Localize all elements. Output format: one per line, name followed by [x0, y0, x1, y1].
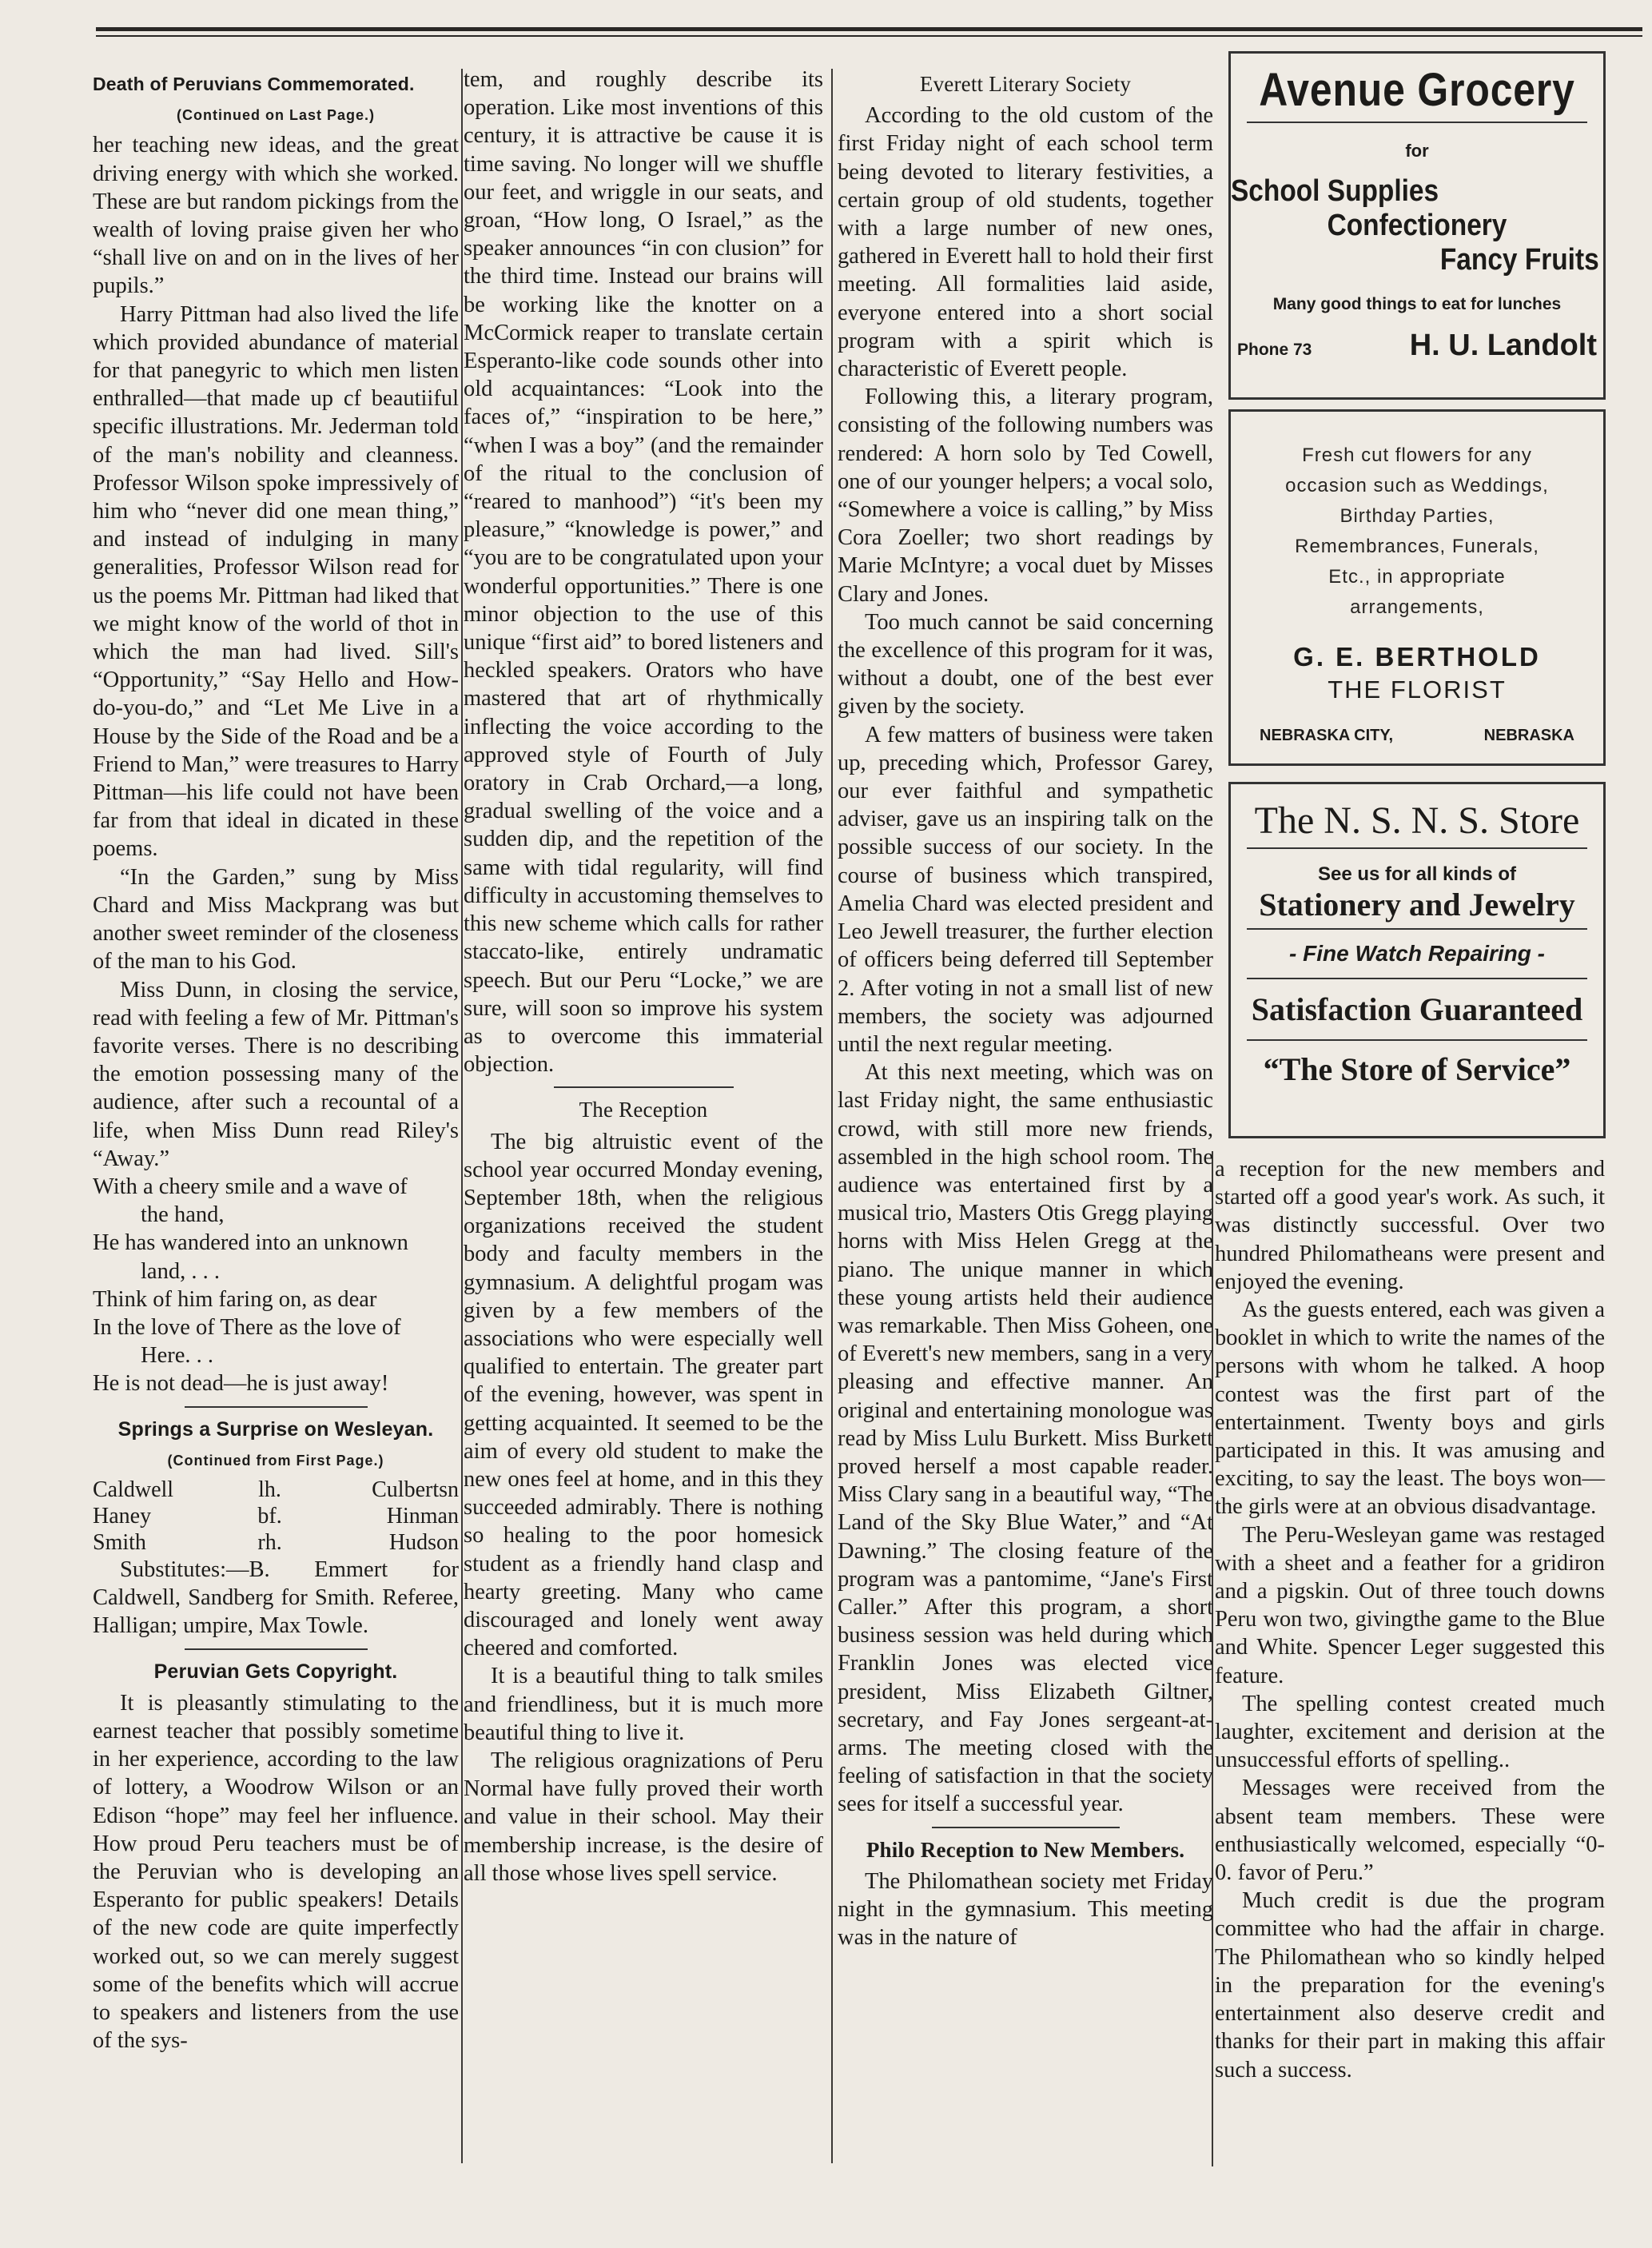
poem-line: Here. . .: [141, 1343, 213, 1369]
table-cell: Caldwell: [93, 1477, 174, 1502]
article-title: Philo Reception to New Members.: [866, 1837, 1185, 1862]
article-paragraph: The spelling contest created much laughter, excitement and derision at the unsuccessful efforts of spelling..: [1215, 1691, 1605, 1773]
ad-line: Stationery and Jewelry: [1259, 887, 1575, 923]
table-cell: Hudson: [388, 1529, 459, 1555]
ad-rule: [1247, 1039, 1587, 1041]
ad-phone: Phone 73: [1237, 341, 1312, 359]
article-paragraph: Messages were received from the absent team members. These were enthusiastically welcomed, especially “0-0. favor of Peru.”: [1215, 1776, 1605, 1886]
ad-florist: [1228, 409, 1606, 766]
article-paragraph: Following this, a literary program, consisting of the following numbers was rendered: A horn solo by Ted Cowell, one of our younger helpers; a vocal solo, “Somewhere a voice is calling,” by Miss Cora Zoeller; two short readings by Marie McIntyre; a vocal duet by Misses Clary and Jones.: [838, 385, 1213, 607]
article-paragraph: Substitutes:—B. Emmert for Caldwell, Sandberg for Smith. Referee, Halligan; umpire, Max Towle.: [93, 1556, 459, 1639]
ad-text: for: [1405, 141, 1429, 161]
continued-note: (Continued from First Page.): [167, 1452, 384, 1469]
ad-city: NEBRASKA CITY,: [1260, 727, 1394, 744]
article-paragraph: It is pleasantly stimulating to the earnest teacher that possibly sometime in her experience, according to the law of lottery, a Woodrow Wilson or an Edison “hope” may feel her influence. How proud Peru teachers must be of the Peruvian who is developing an Esperanto for public speakers! Details of the new code are quite imperfectly worked out, so we can merely suggest some of the benefits which will accrue to speakers and listeners from the use of the sys-: [93, 1690, 459, 2054]
article-title: The Reception: [579, 1098, 708, 1122]
table-row: [93, 1529, 459, 1556]
column-4: [1215, 1155, 1605, 2084]
ad-owner: H. U. Landolt: [1409, 329, 1597, 362]
ad-line: Confectionery: [1327, 209, 1507, 242]
ad-text: See us for all kinds of: [1317, 863, 1517, 885]
column-3: [838, 66, 1213, 1951]
article-paragraph: As the guests entered, each was given a booklet in which to write the names of the persons with whom he talked. A hoop contest was the first part of the entertainment. Twenty boys and girls participated in this. It was amusing and exciting, to say the least. The boys won—the girls were at an obvious disadvantage.: [1215, 1297, 1605, 1520]
article-title: Everett Literary Society: [919, 72, 1132, 96]
article-paragraph: “In the Garden,” sung by Miss Chard and Miss Mackprang was but another sweet reminder of the closeness of the man to his God.: [93, 864, 459, 975]
poem-line: He has wandered into an unknown: [93, 1230, 408, 1256]
article-paragraph: a reception for the new members and started off a good year's work. As such, it was distinctly successful. Over two hundred Philomatheans were present and enjoyed the evening.: [1215, 1157, 1605, 1294]
ad-rule: [1247, 122, 1587, 123]
ad-slogan: “The Store of Service”: [1263, 1051, 1571, 1087]
ad-text: Fresh cut flowers for any occasion such as Weddings, Birthday Parties, Remembrances, Funerals, Etc., in appropriate arrangements,: [1285, 444, 1549, 618]
ad-line: School Supplies: [1231, 174, 1439, 208]
column-divider: [831, 69, 833, 2163]
article-paragraph: A few matters of business were taken up, preceding which, Professor Garey, our ever faithful and sympathetic adviser, gave us an inspiring talk on the possible success of our society. In the course of business which transpired, Amelia Chard was elected president and Leo Jewell treasurer, the further election of officers being deferred till September 2. After voting in not a small list of new members, the society was adjourned until the next regular meeting.: [838, 722, 1213, 1057]
article-paragraph: Too much cannot be said concerning the excellence of this program for it was, without a doubt, one of the best ever given by the society.: [838, 609, 1213, 719]
ad-rule: [1247, 928, 1587, 930]
column-1: [93, 66, 459, 2055]
ad-tagline: Many good things to eat for lunches: [1272, 295, 1562, 313]
poem: [93, 1173, 459, 1398]
article-paragraph: The big altruistic event of the school year occurred Monday evening, September 18th, when the religious organizations received the student body and faculty members in the gymnasium. A delightful progam was given by a few members of the associations who were especially well qualified to entertain. The greater part of the evening, however, was spent in getting acquainted. It seemed to be the aim of every old student to make the new ones feel at home, and in this they succeeded admirably. There is nothing so healing to the poor homesick student as a friendly hand clasp and hearty greeting. Many who came discouraged and lonely went away cheered and comforted.: [464, 1129, 823, 1661]
article-paragraph: At this next meeting, which was on last Friday night, the same enthusiastic crowd, with still more new friends, assembled in the high school room. The audience was entertained first by a musical trio, Masters Otis Gregg playing horns with Miss Helen Gregg at the piano. The unique manner in which these young artists held their audience was remarkable. Then Miss Goheen, one of Everett's new members, sang in a very pleasing and effective manner. An original and entertaining monologue was read by Miss Lulu Burkett. Miss Burkett proved herself a most capable reader. Miss Clary sang in a beautiful way, “The Land of the Sky Blue Water,” and “At Dawning.” The closing feature of the program was a pantomime, “Jane's First Caller.” After this program, a short business session was held during which Franklin Jones was elected vice president, Miss Elizabeth Giltner, secretary, and Fay Jones sergeant-at-arms. The meeting closed with the feeling of satisfaction in that the society sees for itself a successful year.: [838, 1060, 1213, 1817]
article-paragraph: Harry Pittman had also lived the life which provided abundance of material for that panegyric to which men listen enthralled—that made up cf beautiiful specific illustrations. Mr. Jederman told of the man's nobility and cleanness. Professor Wilson spoke impressively of him who “never did one mean thing,” and instead of indulging in many generalities, Professor Wilson read for us the poems Mr. Pittman had liked that we might know of the world of thot in which the man had lived. Sill's “Opportunity,” “Say Hello and How-do-you-do,” and “Let Me Live in a House by the Side of the Road and be a Friend to Man,” were treasures to Harry Pittman—his life could not have been far from that ideal in dicated in these poems.: [93, 301, 459, 862]
table-cell: Hinman: [386, 1503, 459, 1529]
article-title: Springs a Surprise on Wesleyan.: [117, 1417, 434, 1441]
article-paragraph: According to the old custom of the first Friday night of each school term being devoted to literary festivities, a certain group of old students, together with a large number of new ones, gathered in Everett hall to hold their first meeting. All formalities laid aside, everyone entered into a short social program with a spirit which is characteristic of Everett people.: [838, 103, 1213, 382]
article-paragraph: The Philomathean society met Friday night in the gymnasium. This meeting was in the nature of: [838, 1868, 1213, 1951]
section-rule: [185, 1406, 368, 1408]
poem-line: In the love of There as the love of: [93, 1314, 401, 1340]
ad-title: The N. S. N. S. Store: [1254, 799, 1580, 842]
ad-line: Satisfaction Guaranteed: [1251, 991, 1583, 1027]
poem-line: Think of him faring on, as dear: [93, 1286, 377, 1312]
poem-line: He is not dead—he is just away!: [93, 1371, 389, 1397]
table-cell: Haney: [93, 1503, 152, 1529]
table-cell: lh.: [258, 1477, 281, 1502]
ad-rule: [1247, 847, 1587, 849]
table-row: [93, 1503, 459, 1529]
ad-avenue-grocery: [1228, 51, 1606, 400]
ad-subtitle: THE FLORIST: [1328, 676, 1507, 703]
ad-title: G. E. BERTHOLD: [1293, 642, 1541, 672]
ad-footer: [1231, 314, 1603, 363]
ad-line: - Fine Watch Repairing -: [1289, 941, 1545, 966]
ad-nsns-store: [1228, 782, 1606, 1138]
poem-line: the hand,: [141, 1202, 225, 1228]
column-divider: [461, 69, 463, 2163]
section-rule: [554, 1086, 734, 1088]
continued-note: (Continued on Last Page.): [177, 107, 375, 124]
lineup-table: [93, 1477, 459, 1556]
article-paragraph: It is a beautiful thing to talk smiles and friendliness, but it is much more beautiful thing to live it.: [464, 1664, 823, 1745]
article-title: Death of Peruvians Commemorated.: [93, 74, 415, 94]
ad-state: NEBRASKA: [1483, 727, 1574, 744]
article-paragraph: tem, and roughly describe its operation. Like most inventions of this century, it is attractive be cause it is time saving. No longer will we shuffle our feet, and wriggle in our seats, and groan, “How long, O Israel,” as the speaker announces “in con clusion” for the third time. Instead our brains will be working like the knotter on a McCormick reaper to translate certain Esperanto-like code sounds other into old acquaintances: “Look into the faces of,” “inspiration to be here,” “when I was a boy” (and the remainder of the ritual to the conclusion of “reared to manhood”) “it's been my pleasure,” “knowledge is power,” and “you are to be congratulated upon your wonderful opportunities.” There is one minor objection to the use of this unique “first aid” to bored listeners and heckled speakers. Orators who have mastered that art of rhythmically inflecting the voice according to the approved style of Fourth of July oratory in Crab Orchard,—a long, gradual swelling of the voice and a sudden dip, and the repetition of the same with tidal regularity, will find difficulty in accustoming themselves to this new scheme which calls for rather staccato-like, entirely undramatic speech. But our Peru “Locke,” we are sure, will soon so improve his system as to overcome this immaterial objection.: [464, 67, 823, 1078]
poem-line: With a cheery smile and a wave of: [93, 1174, 408, 1199]
column-2: [464, 66, 823, 1887]
table-cell: Culbertsn: [372, 1477, 459, 1502]
article-paragraph: her teaching new ideas, and the great driving energy with which she worked. These are but random pickings from the wealth of loving praise given her who “shall live on and on in the lives of her pupils.”: [93, 133, 459, 299]
poem-line: land, . . .: [141, 1258, 220, 1284]
top-rule: [96, 27, 1642, 31]
article-paragraph: The religious oragnizations of Peru Normal have fully proved their worth and value in their school. May their membership increase, is the desire of all those whose lives spell service.: [464, 1748, 823, 1886]
table-row: [93, 1477, 459, 1503]
top-rule-thin: [96, 35, 1642, 37]
table-cell: bf.: [257, 1503, 282, 1529]
table-cell: Smith: [93, 1529, 146, 1555]
article-paragraph: Miss Dunn, in closing the service, read with feeling a few of Mr. Pittman's favorite verses. There is no describing the emotion possessing many of the audience, after such a recountal of a life, when Miss Dunn read Riley's “Away.”: [93, 977, 459, 1171]
ad-line: Fancy Fruits: [1439, 243, 1599, 277]
ad-title: Avenue Grocery: [1259, 64, 1575, 116]
article-paragraph: The Peru-Wesleyan game was restaged with a sheet and a feather for a gridiron and a pigskin. Out of three touch downs Peru won two, givingthe game to the Blue and White. Spencer Leger suggested this feature.: [1215, 1522, 1605, 1688]
section-rule: [932, 1827, 1120, 1828]
article-paragraph: Much credit is due the program committee who had the affair in charge. The Philomathean who so kindly helped in the preparation for the evening's entertainment also deserve credit and thanks for their part in making this affair such a success.: [1215, 1888, 1605, 2083]
ad-rule: [1247, 978, 1587, 979]
table-cell: rh.: [257, 1529, 282, 1555]
article-title: Peruvian Gets Copyright.: [153, 1660, 398, 1683]
section-rule: [185, 1648, 368, 1650]
ad-footer: [1231, 704, 1603, 745]
